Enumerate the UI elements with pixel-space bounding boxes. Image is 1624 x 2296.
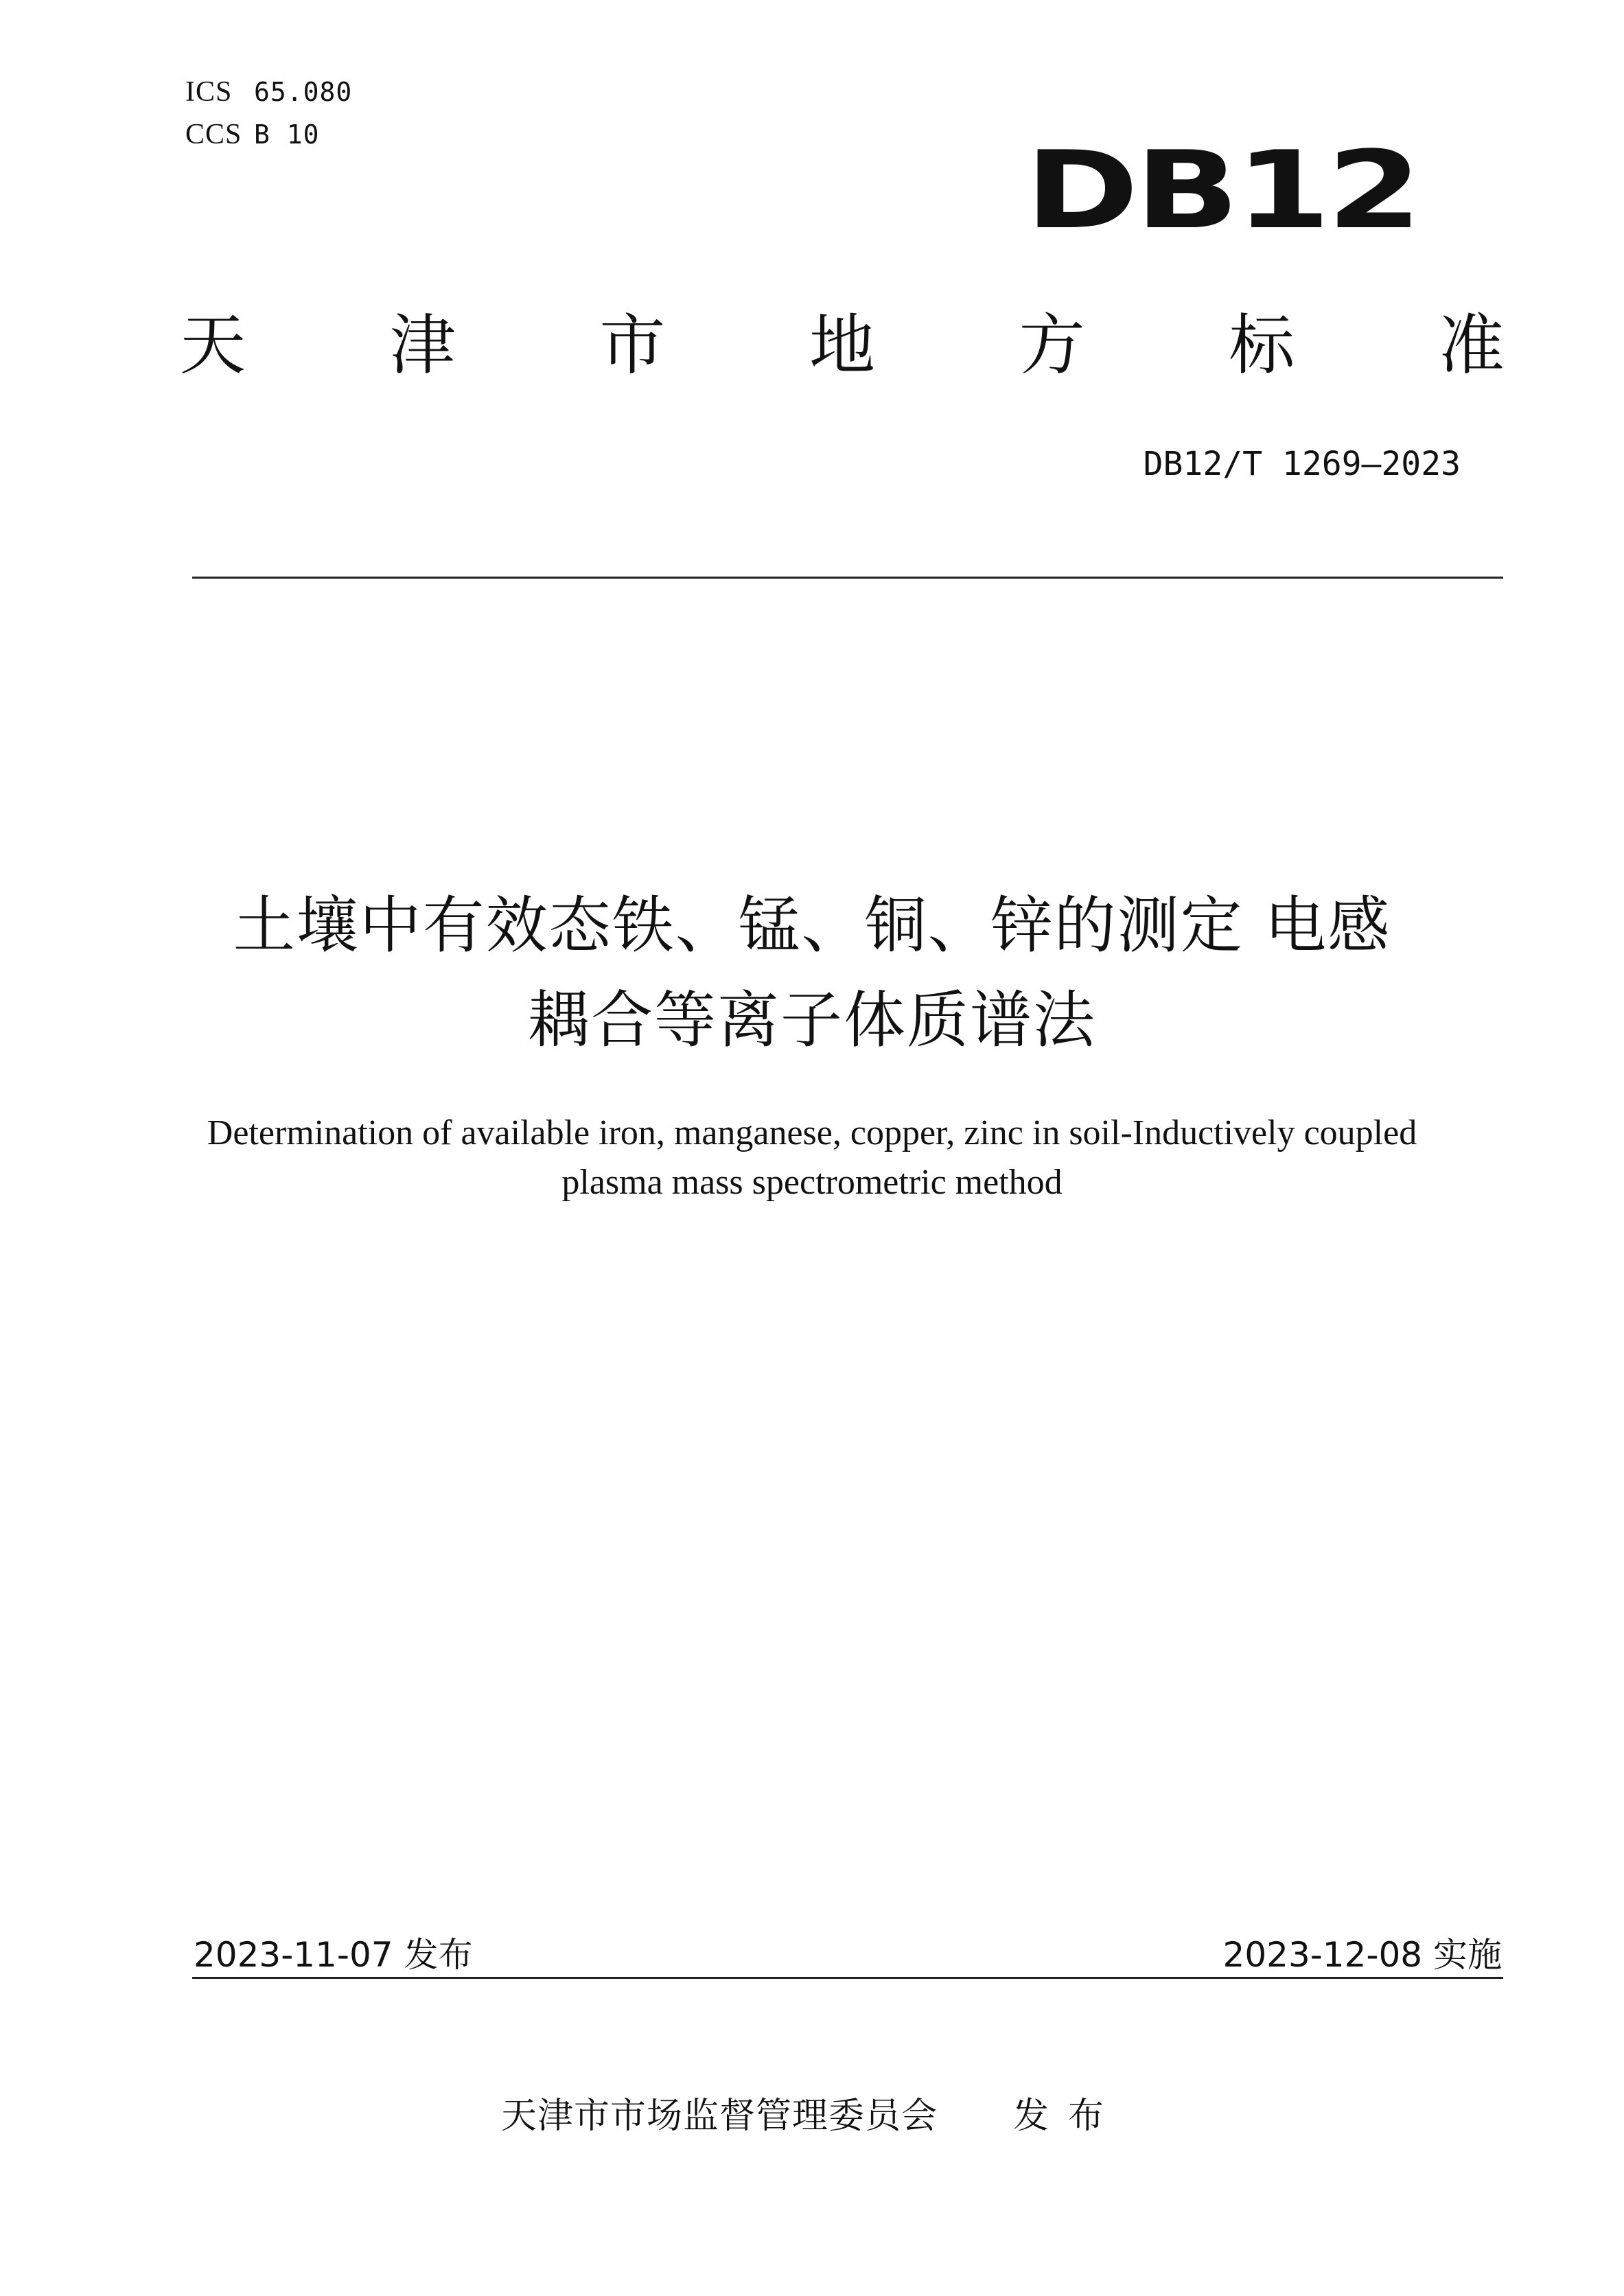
ccs-code	[185, 118, 320, 151]
publisher-line	[0, 2087, 1624, 2138]
standard-type-char: 标	[1229, 307, 1295, 384]
chinese-title	[137, 879, 1487, 1068]
publisher-organization: 天津市市场监督管理委员会	[500, 2096, 938, 2137]
ics-label: ICS	[185, 76, 233, 108]
standard-type-heading	[180, 307, 1505, 384]
ics-code	[185, 76, 352, 108]
bottom-divider	[192, 1977, 1503, 1979]
standard-type-char: 津	[389, 307, 456, 384]
standard-type-char: 方	[1019, 307, 1085, 384]
implementation-date: 2023-12-08 实施	[1222, 1935, 1502, 1975]
top-divider	[192, 577, 1503, 579]
chinese-title-line-1: 土壤中有效态铁、锰、铜、锌的测定 电感	[233, 890, 1391, 962]
publisher-action: 发布	[1013, 2096, 1124, 2137]
standard-type-char: 准	[1438, 307, 1505, 384]
ccs-value: B 10	[254, 119, 320, 150]
standard-type-char: 天	[180, 307, 246, 384]
standard-mark-logo: DB12	[1025, 128, 1418, 253]
ccs-label: CCS	[185, 119, 242, 150]
english-title	[137, 1109, 1487, 1207]
english-title-line-2: plasma mass spectrometric method	[561, 1163, 1063, 1202]
ics-value: 65.080	[254, 77, 353, 107]
standard-type-char: 地	[809, 307, 875, 384]
standard-type-char: 市	[599, 307, 666, 384]
issue-date: 2023-11-07 发布	[194, 1935, 473, 1975]
standard-number: DB12/T 1269—2023	[1143, 445, 1461, 483]
chinese-title-line-2: 耦合等离子体质谱法	[528, 984, 1096, 1056]
english-title-line-1: Determination of available iron, manganese, copper, zinc in soil-Inductively coupled	[207, 1113, 1417, 1152]
